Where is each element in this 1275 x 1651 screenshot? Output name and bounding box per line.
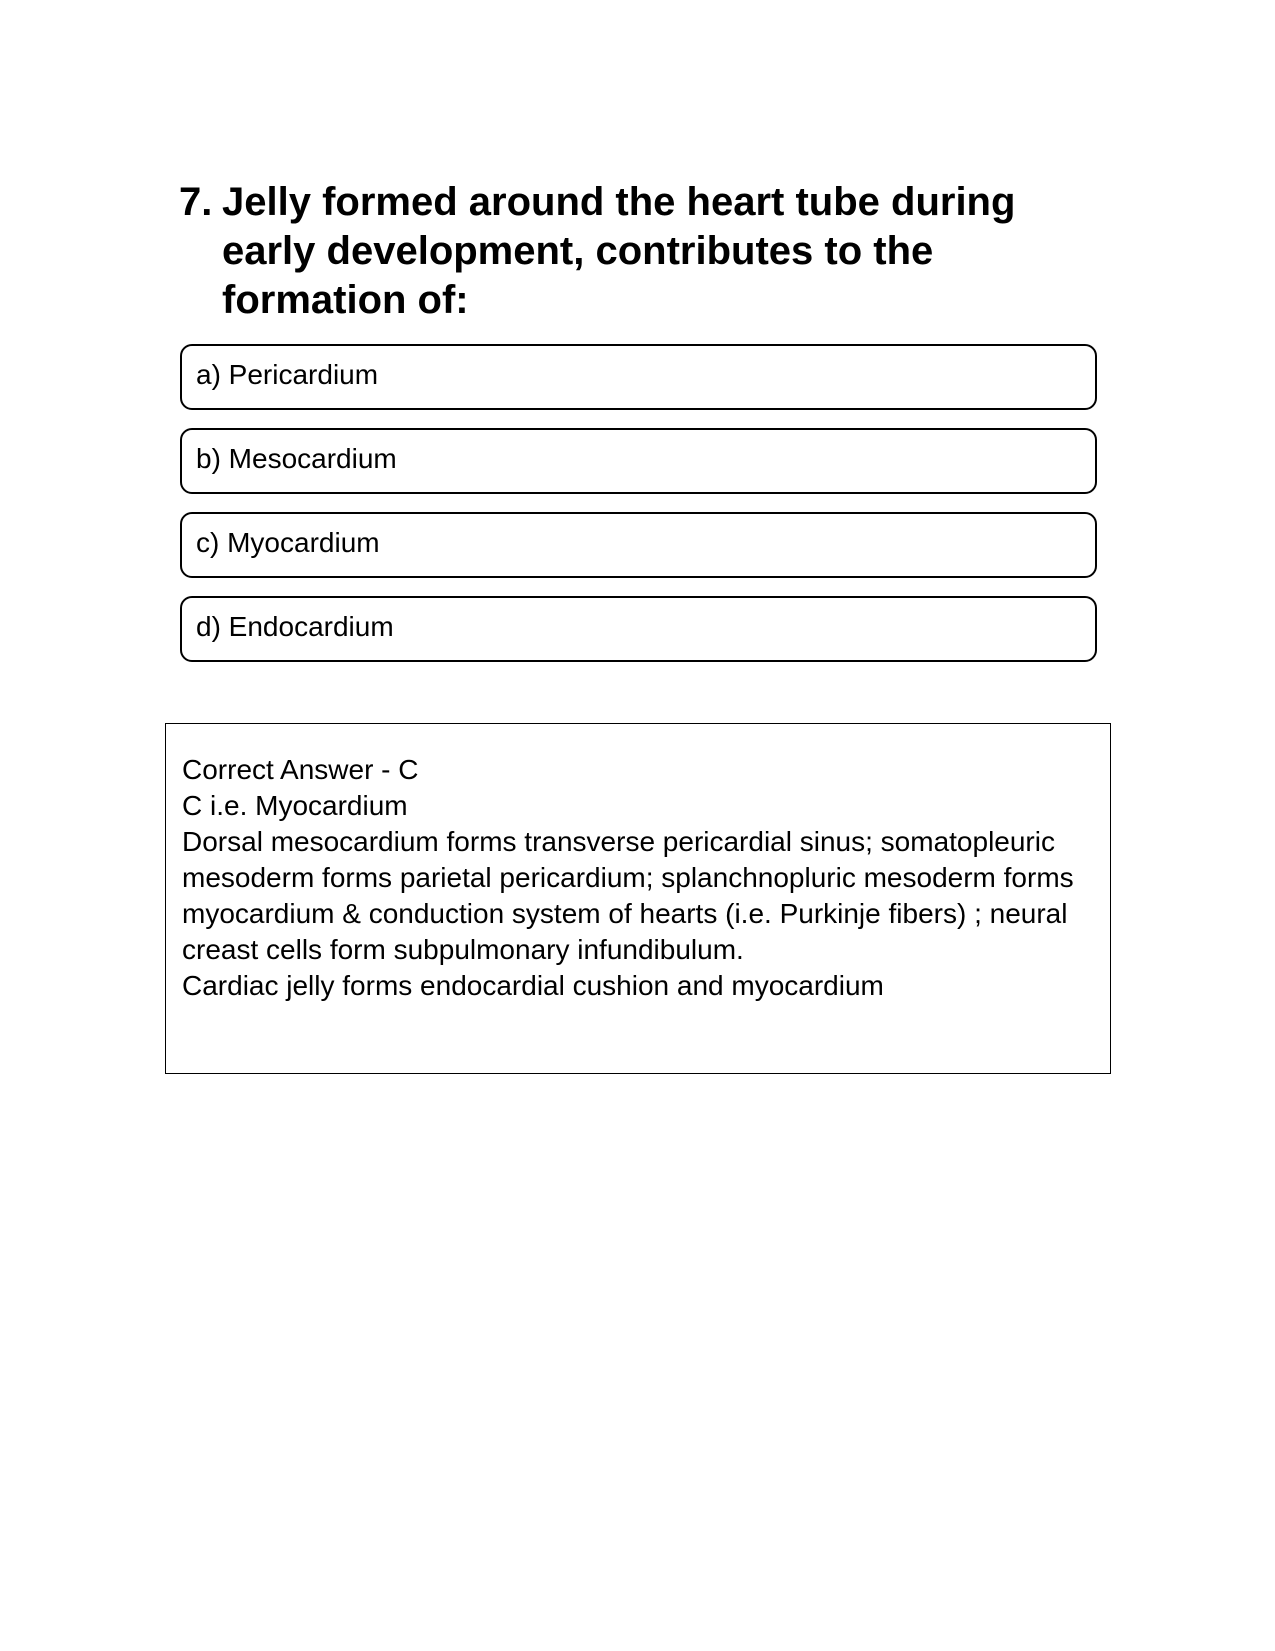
- option-d[interactable]: [180, 596, 1097, 662]
- note-text: Cardiac jelly forms endocardial cushion and myocardium: [182, 970, 884, 1001]
- option-a-label: a) Pericardium: [196, 359, 379, 390]
- option-b-label: b) Mesocardium: [196, 443, 397, 474]
- answer-explanation-box: [165, 723, 1111, 1074]
- explanation-text: Dorsal mesocardium forms transverse pericardial sinus; somatopleuric mesoderm forms parietal pericardium; splanchnopluric mesoderm forms myocardium & conduction system of hearts (i.e. Purkinje fibers) ; neural creast cells form subpulmonary infundibulum.: [182, 826, 1074, 965]
- correct-choice-text: C i.e. Myocardium: [182, 790, 408, 821]
- correct-answer-text: Correct Answer - C: [182, 754, 419, 785]
- question-text: Jelly formed around the heart tube during early development, contributes to the formation of:: [222, 180, 1016, 322]
- option-b[interactable]: [180, 428, 1097, 494]
- option-c-label: c) Myocardium: [196, 527, 380, 558]
- question-heading: [179, 178, 1079, 325]
- option-d-label: d) Endocardium: [196, 611, 394, 642]
- option-c[interactable]: [180, 512, 1097, 578]
- option-a[interactable]: [180, 344, 1097, 410]
- question-number: 7.: [179, 180, 213, 224]
